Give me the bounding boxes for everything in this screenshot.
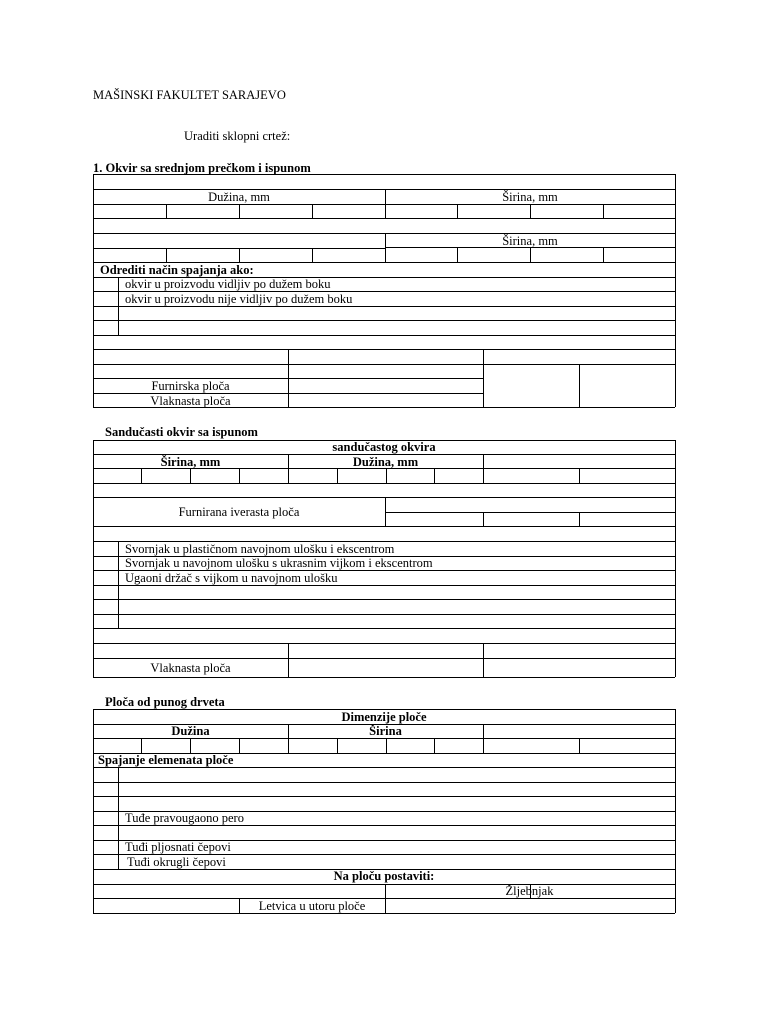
section2-bottom-panel: Vlaknasta ploča [150, 661, 231, 675]
section3-width-label: Širina [369, 724, 402, 738]
join-option-round-dowels: Tuđi okrugli čepovi [127, 855, 226, 869]
join-option-visible: okvir u proizvodu vidljiv po dužem boku [125, 277, 331, 291]
section3-title: Ploča od punog drveta [105, 695, 225, 709]
join-option-not-visible: okvir u proizvodu nije vidljiv po dužem boku [125, 292, 353, 306]
join-option-flat-dowels: Tuđi pljosnati čepovi [125, 840, 231, 854]
section1-width-label: Širina, mm [502, 190, 558, 204]
join-option-tongue: Tuđe pravougaono pero [125, 811, 244, 825]
section2-title: Sandučasti okvir sa ispunom [105, 425, 258, 439]
section3-length-label: Dužina [171, 724, 210, 738]
section1-length-label: Dužina, mm [208, 190, 270, 204]
section2-width-label: Širina, mm [160, 455, 221, 469]
section3-join-heading: Spajanje elemenata ploče [98, 753, 234, 767]
place-option-slat: Letvica u utoru ploče [258, 899, 366, 913]
section2-length-label: Dužina, mm [352, 455, 419, 469]
section1-join-heading: Odrediti način spajanja ako: [100, 263, 254, 277]
fastener-option-plastic: Svornjak u plastičnom navojnom ulošku i ekscentrom [125, 542, 395, 556]
institution-name: MAŠINSKI FAKULTET SARAJEVO [93, 88, 286, 102]
section2-frame-heading: sandučastog okvira [332, 440, 436, 454]
section2-panel-label: Furnirana iverasta ploča [178, 505, 300, 519]
place-option-groove: Žljebnjak [505, 884, 554, 898]
section3-dims-heading: Dimenzije ploče [341, 710, 427, 724]
section1-title: 1. Okvir sa srednjom prečkom i ispunom [93, 161, 311, 175]
section1-width-label-2: Širina, mm [502, 234, 558, 248]
task-instruction: Uraditi sklopni crtež: [184, 129, 291, 143]
panel-option-veneer: Furnirska ploča [151, 379, 230, 393]
section3-place-heading: Na ploču postaviti: [333, 869, 435, 883]
fastener-option-corner: Ugaoni držač s vijkom u navojnom ulošku [125, 571, 338, 585]
panel-option-fiber: Vlaknasta ploča [150, 394, 231, 408]
fastener-option-decorative: Svornjak u navojnom ulošku s ukrasnim vijkom i ekscentrom [125, 556, 433, 570]
